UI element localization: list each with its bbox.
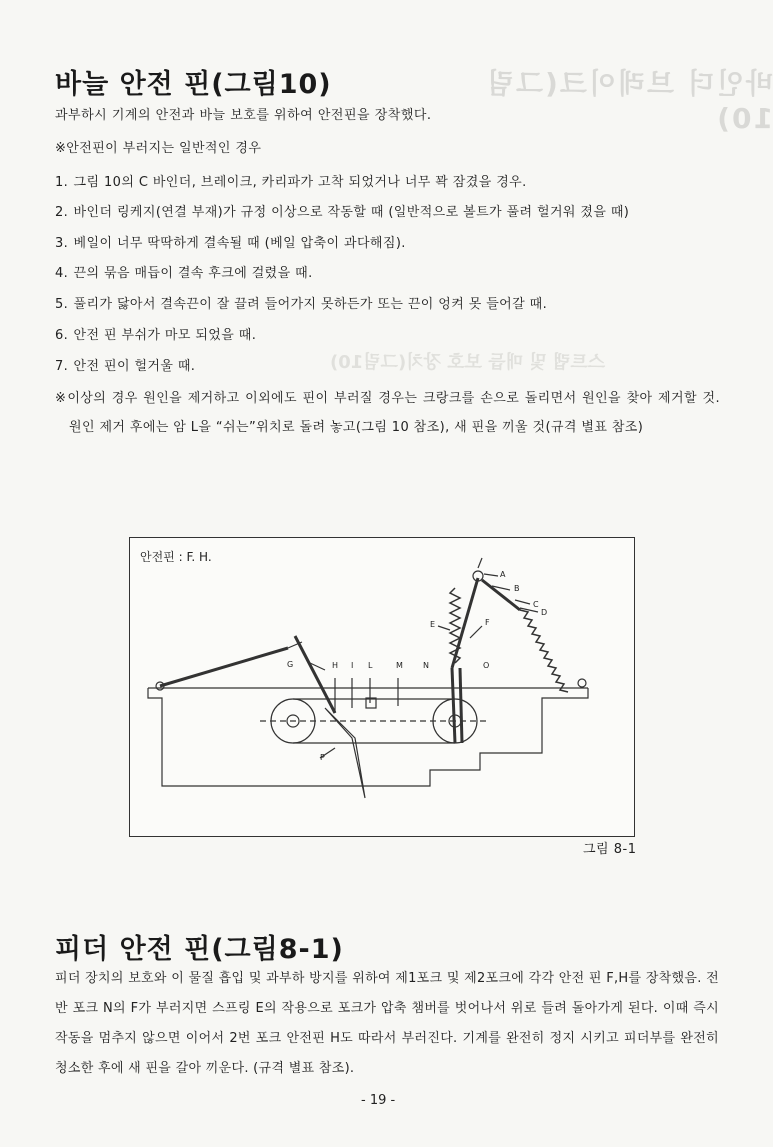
label-d: D — [541, 608, 548, 617]
figure-label: 안전핀 : F. H. — [140, 550, 212, 564]
section-title-needle-pin: 바늘 안전 핀(그림10) — [55, 69, 332, 100]
section-title-feeder-pin: 피더 안전 핀(그림8-1) — [55, 934, 344, 965]
feeder-pin-description: 피더 장치의 보호와 이 물질 흡입 및 과부하 방지를 위하여 제1포크 및 제2포크에 각각 안전 핀 F,H를 장착했음. 전반 포크 N의 F가 부러지면 스프링 E의 작용으로 포크가 압축 챔버를 벗어나서 위로 들려 돌아가게 된다. 이때 즉시 작동을 멈추지 않으면 이어서 2번 포크 안전핀 H도 따라서 부러진다. 기계를 완전히 정지 시키고 피더부를 완전히 청소한 후에 새 핀을 갈아 끼운다. (규격 별표 참조). — [55, 971, 719, 1076]
case-item: 7. 안전 핀이 헐거울 때. — [55, 359, 196, 374]
label-f: F — [485, 618, 490, 627]
feeder-diagram — [129, 537, 635, 837]
section-intro: 과부하시 기계의 안전과 바늘 보호를 위하여 안전핀을 장착했다. — [55, 108, 432, 123]
case-item: 6. 안전 핀 부쉬가 마모 되었을 때. — [55, 328, 257, 343]
label-e: E — [430, 620, 436, 629]
bleed-through-text: 바인더 브레이크(그림10) — [485, 67, 773, 135]
label-m: M — [396, 661, 403, 670]
label-o: O — [483, 661, 490, 670]
repair-note: ※이상의 경우 원인을 제거하고 이외에도 핀이 부러질 경우는 크랑크를 손으로 돌리면서 원인을 찾아 제거할 것. 원인 제거 후에는 암 L을 “쉬는”위치로 돌려 놓고(그림 10 참조), 새 핀을 끼울 것(규격 별표 참조) — [55, 391, 720, 435]
label-h: H — [332, 661, 339, 670]
label-i: I — [351, 661, 354, 670]
label-c: C — [533, 600, 539, 609]
case-item: 2. 바인더 링케지(연결 부재)가 규정 이상으로 작동할 때 (일반적으로 볼트가 풀려 헐거워 졌을 때) — [55, 205, 630, 220]
label-a: A — [500, 570, 506, 579]
case-item: 4. 끈의 묶음 매듭이 결속 후크에 걸렸을 때. — [55, 266, 313, 281]
case-item: 3. 베일이 너무 딱딱하게 결속될 때 (베일 압축이 과다해짐). — [55, 236, 406, 251]
page-number: - 19 - — [361, 1093, 396, 1108]
case-item: 1. 그림 10의 C 바인더, 브레이크, 카리파가 고착 되었거나 너무 꽉 잠겼을 경우. — [55, 175, 527, 190]
bleed-through-text-2: 스트랩 및 매듭 보호 장치(그림10) — [330, 352, 606, 373]
figure-caption: 그림 8-1 — [583, 842, 637, 857]
label-l: L — [368, 661, 373, 670]
feeder-mechanism-drawing — [130, 538, 634, 836]
case-heading: ※안전핀이 부러지는 일반적인 경우 — [55, 141, 262, 156]
label-g: G — [287, 660, 294, 669]
case-item: 5. 풀리가 닳아서 결속끈이 잘 끌려 들어가지 못하든가 또는 끈이 엉켜 못 들어갈 때. — [55, 297, 548, 312]
label-b: B — [514, 584, 520, 593]
label-n: N — [423, 661, 429, 670]
label-p: P — [320, 753, 325, 762]
